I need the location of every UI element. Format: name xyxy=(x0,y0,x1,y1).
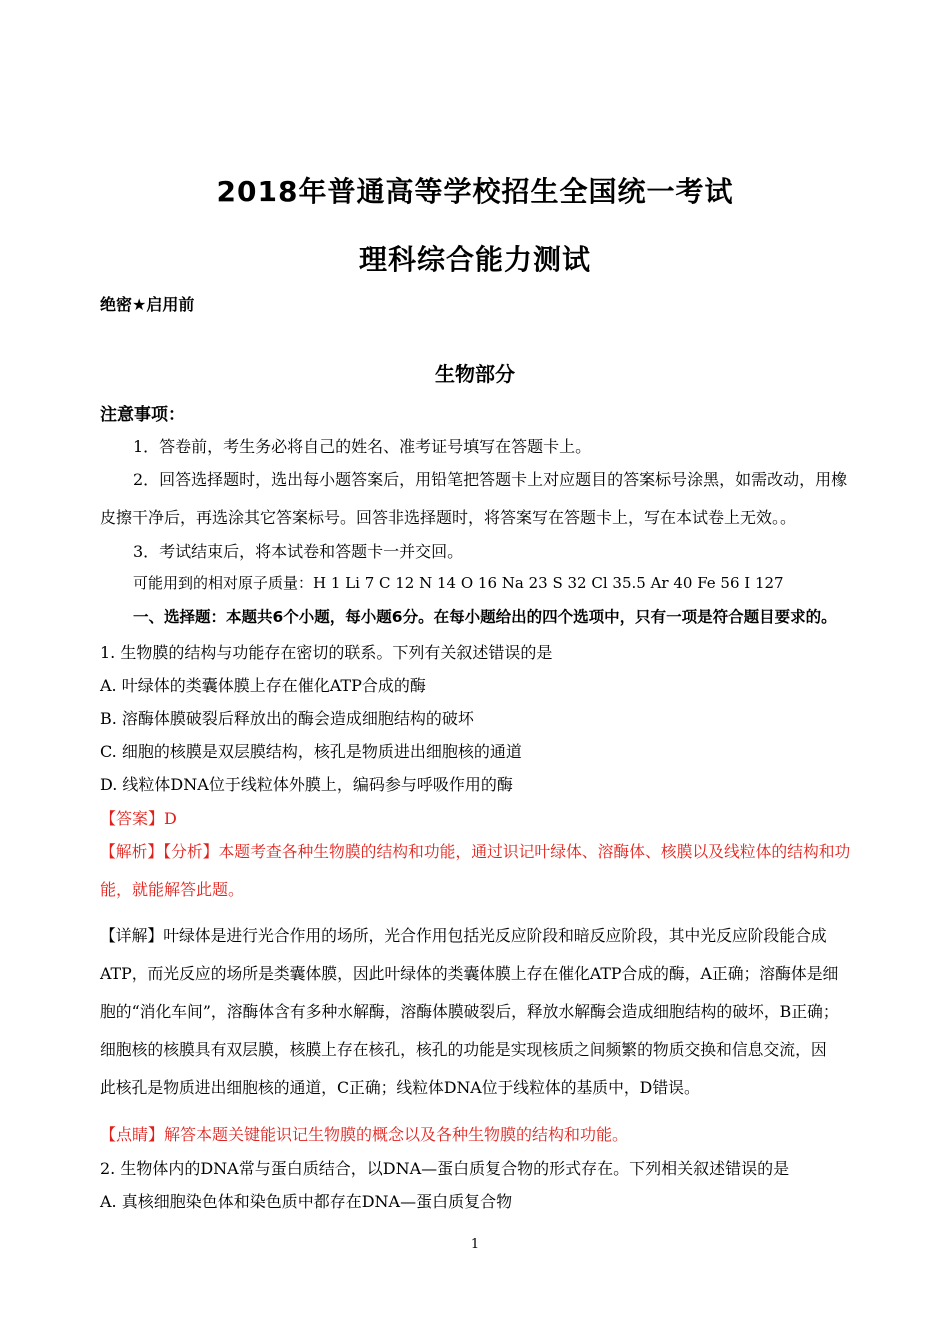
q1-detail-line-5: 此核孔是物质进出细胞核的通道，C正确；线粒体DNA位于线粒体的基质中，D错误。 xyxy=(100,1078,700,1097)
q2-stem: 2. 生物体内的DNA常与蛋白质结合，以DNA—蛋白质复合物的形式存在。下列相关叙述错误的是 xyxy=(100,1159,790,1178)
notice-heading: 注意事项： xyxy=(100,405,185,425)
exam-subtitle: 理科综合能力测试 xyxy=(358,243,591,276)
q1-answer: 【答案】D xyxy=(100,809,177,828)
q1-detail-line-4: 细胞核的核膜具有双层膜，核膜上存在核孔，核孔的功能是实现核质之间频繁的物质交换和信息交流，因 xyxy=(100,1040,827,1059)
atomic-mass-line: 可能用到的相对原子质量：H 1 Li 7 C 12 N 14 O 16 Na 23 S 32 Cl 35.5 Ar 40 Fe 56 I 127 xyxy=(133,574,784,592)
q1-option-c: C. 细胞的核膜是双层膜结构，核孔是物质进出细胞核的通道 xyxy=(100,742,522,761)
q1-detail-line-1: 【详解】叶绿体是进行光合作用的场所，光合作用包括光反应阶段和暗反应阶段，其中光反应阶段能合成 xyxy=(100,926,827,945)
q1-stem: 1. 生物膜的结构与功能存在密切的联系。下列有关叙述错误的是 xyxy=(100,643,553,662)
q2-option-a: A. 真核细胞染色体和染色质中都存在DNA—蛋白质复合物 xyxy=(100,1192,513,1211)
q1-option-b: B. 溶酶体膜破裂后释放出的酶会造成细胞结构的破坏 xyxy=(100,709,474,728)
part-one-heading: 一、选择题：本题共6个小题，每小题6分。在每小题给出的四个选项中，只有一项是符合题目要求的。 xyxy=(133,608,837,626)
q1-option-a: A. 叶绿体的类囊体膜上存在催化ATP合成的酶 xyxy=(100,676,426,695)
notice-item-1: 1．答卷前，考生务必将自己的姓名、准考证号填写在答题卡上。 xyxy=(133,437,592,456)
q1-detail-line-2: ATP，而光反应的场所是类囊体膜，因此叶绿体的类囊体膜上存在催化ATP合成的酶，A正确；溶酶体是细 xyxy=(100,964,839,983)
section-title: 生物部分 xyxy=(435,362,515,386)
q1-analysis-line-2: 能，就能解答此题。 xyxy=(100,880,245,899)
exam-title: 2018年普通高等学校招生全国统一考试 xyxy=(216,175,734,208)
q1-analysis-line-1: 【解析】【分析】本题考查各种生物膜的结构和功能，通过识记叶绿体、溶酶体、核膜以及线粒体的结构和功 xyxy=(100,842,851,861)
notice-item-2-line-2: 皮擦干净后，再选涂其它答案标号。回答非选择题时，将答案写在答题卡上，写在本试卷上无效。。 xyxy=(100,508,797,527)
notice-item-2-line-1: 2．回答选择题时，选出每小题答案后，用铅笔把答题卡上对应题目的答案标号涂黑，如需改动，用橡 xyxy=(133,470,848,489)
q1-option-d: D. 线粒体DNA位于线粒体外膜上，编码参与呼吸作用的酶 xyxy=(100,775,513,794)
secret-mark: 绝密★启用前 xyxy=(100,295,195,314)
q1-detail-line-3: 胞的“消化车间”，溶酶体含有多种水解酶，溶酶体膜破裂后，释放水解酶会造成细胞结构的破坏，B正确； xyxy=(100,1002,839,1021)
notice-item-3: 3．考试结束后，将本试卷和答题卡一并交回。 xyxy=(133,542,464,561)
page-number: 1 xyxy=(470,1237,480,1252)
q1-point: 【点睛】解答本题关键能识记生物膜的概念以及各种生物膜的结构和功能。 xyxy=(100,1125,629,1144)
